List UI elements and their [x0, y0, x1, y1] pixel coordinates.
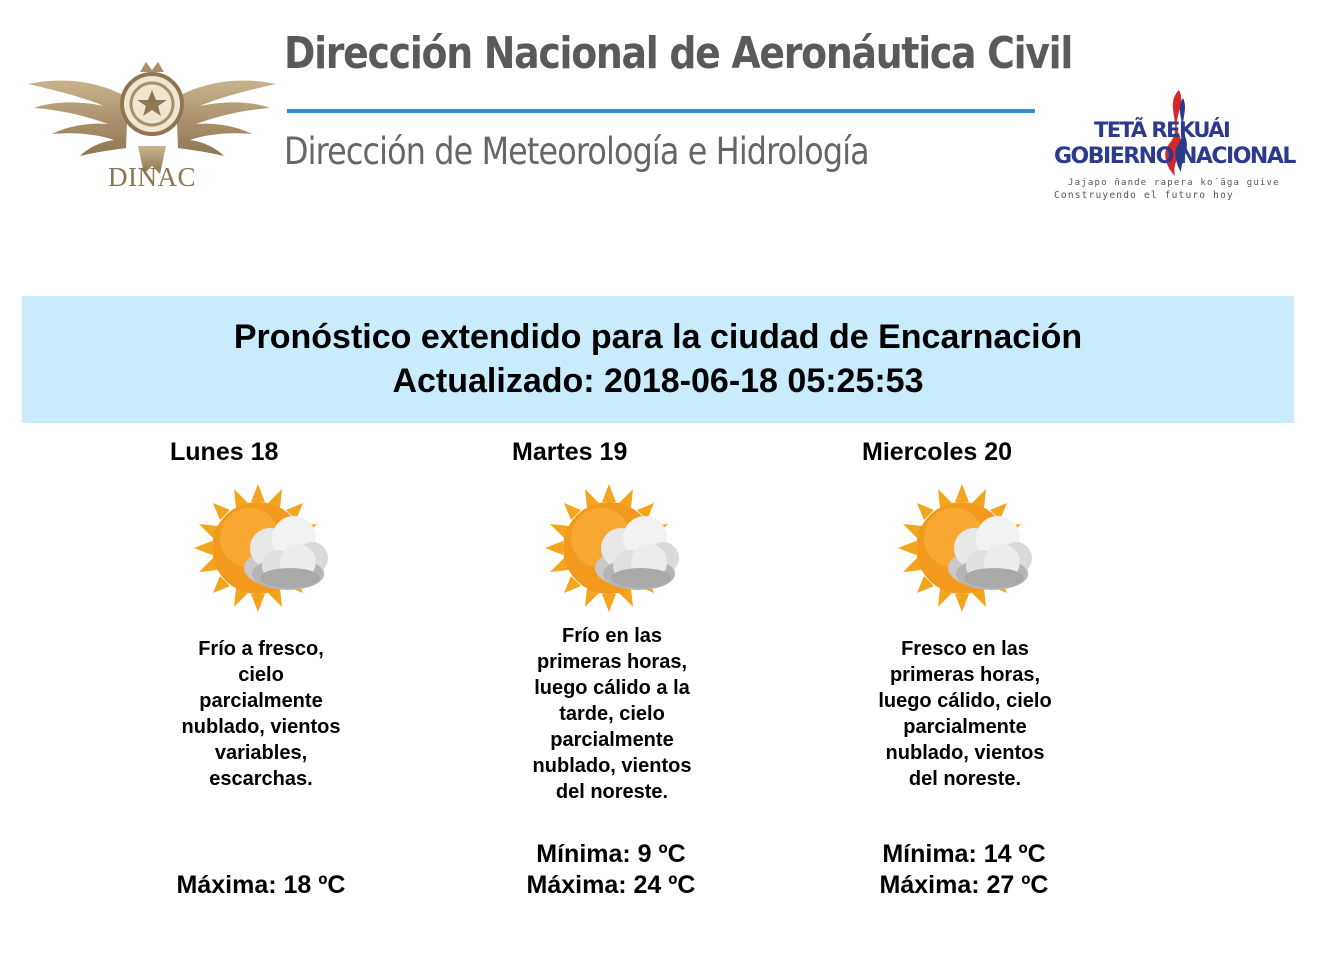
min-temperature: Mínima: 9 ºC — [536, 840, 686, 868]
gov-logo-line2: GOBIERNO NACIONAL — [1054, 144, 1295, 169]
forecast-title: Pronóstico extendido para la ciudad de Encarnación — [233, 318, 1083, 356]
max-temperature: Máxima: 24 ºC — [526, 871, 696, 899]
day-name: Miercoles 20 — [862, 438, 1013, 466]
dinac-logo-text: DINAC — [108, 162, 196, 192]
title-divider — [287, 109, 1035, 113]
weather-description: Frío en las primeras horas, luego cálido a la tarde, cielo parcialmente nublado, vientos del noreste. — [532, 625, 692, 803]
weather-description: Fresco en las primeras horas, luego cálido, cielo parcialmente nublado, vientos del noreste. — [878, 638, 1052, 790]
page-title: Dirección Nacional de Aeronáutica Civil — [284, 28, 1073, 79]
day-name: Martes 19 — [512, 438, 628, 466]
max-temperature: Máxima: 18 ºC — [176, 871, 346, 899]
temperature-range — [131, 870, 391, 901]
gov-logo-line1: TETÃ REKUÁI — [1094, 118, 1230, 142]
sun-partly-cloudy-icon — [543, 482, 683, 614]
temperature-range — [481, 839, 741, 901]
forecast-day — [130, 430, 390, 910]
forecast-banner — [22, 296, 1294, 423]
government-logo — [1052, 88, 1295, 208]
forecast-day — [481, 430, 741, 910]
page-subtitle: Dirección de Meteorología e Hidrología — [284, 130, 869, 173]
page-header — [0, 0, 1337, 230]
min-temperature: Mínima: 14 ºC — [882, 840, 1046, 868]
gov-logo-line3: Jajapo ñande rapera ko´ãga guive — [1068, 178, 1280, 188]
gov-logo-line4: Construyendo el futuro hoy — [1054, 190, 1234, 201]
sun-partly-cloudy-icon — [192, 482, 332, 614]
sun-partly-cloudy-icon — [896, 482, 1036, 614]
dinac-logo — [24, 42, 280, 202]
max-temperature: Máxima: 27 ºC — [879, 871, 1049, 899]
forecast-day — [834, 430, 1094, 910]
day-name: Lunes 18 — [170, 438, 279, 466]
weather-description: Frío a fresco, cielo parcialmente nublado, vientos variables, escarchas. — [181, 638, 341, 790]
temperature-range — [834, 839, 1094, 901]
updated-timestamp: Actualizado: 2018-06-18 05:25:53 — [392, 362, 924, 400]
